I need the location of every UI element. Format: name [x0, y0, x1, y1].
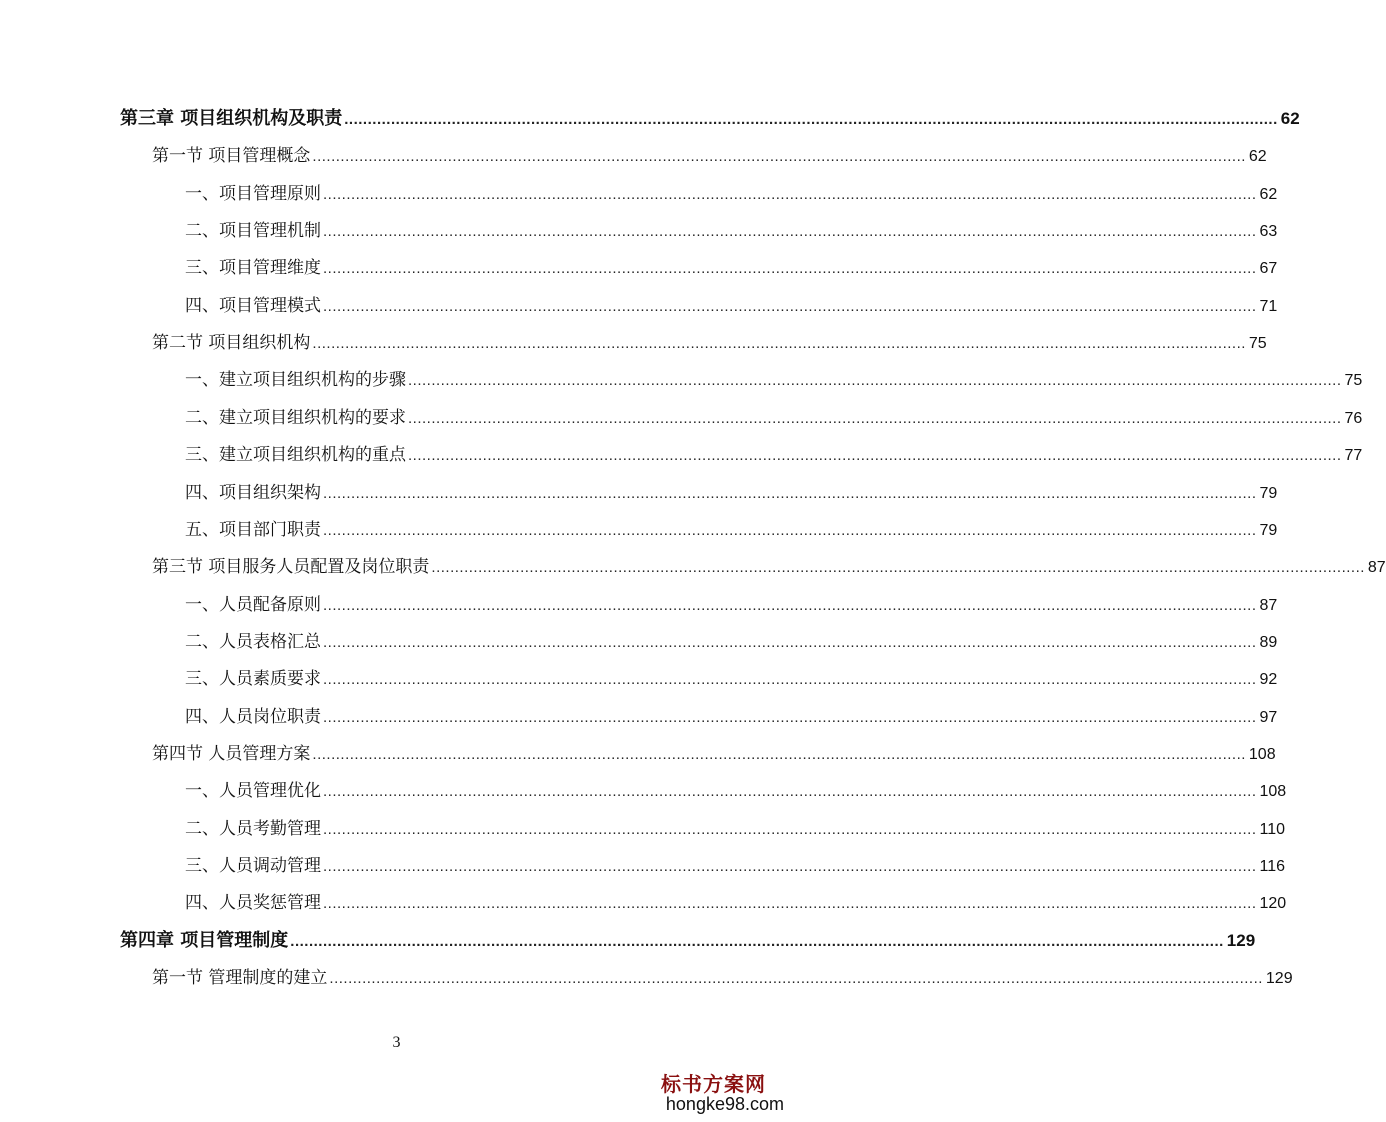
toc-entry-page: 75: [1344, 372, 1363, 389]
toc-entry-page: 71: [1259, 298, 1278, 315]
toc-entry-title: 四、项目组织架构: [185, 483, 321, 503]
toc-leader-dots: ........................................................................................................................................................................................................: [408, 447, 1342, 464]
toc-leader-dots: ........................................................................................................................................................................................................: [312, 746, 1246, 763]
toc-entry: [185, 780, 1287, 802]
toc-entry: [152, 967, 1293, 989]
toc-entry-page: 108: [1259, 783, 1287, 800]
toc-leader-dots: ........................................................................................................................................................................................................: [323, 597, 1257, 614]
toc-entry-page: 79: [1259, 522, 1278, 539]
toc-entry-title: 第四节 人员管理方案: [152, 744, 311, 764]
toc-entry-title: 二、人员考勤管理: [185, 819, 321, 839]
toc-entry-title: 五、项目部门职责: [185, 520, 321, 540]
toc-entry: [120, 108, 1300, 130]
toc-entry-page: 87: [1367, 559, 1386, 576]
toc-entry-page: 89: [1259, 634, 1278, 651]
toc-leader-dots: ........................................................................................................................................................................................................: [323, 709, 1257, 726]
toc-entry-page: 129: [1226, 931, 1256, 950]
watermark: [642, 1068, 790, 1118]
toc-entry-page: 97: [1259, 709, 1278, 726]
toc-leader-dots: ........................................................................................................................................................................................................: [431, 559, 1365, 576]
toc-entry: [152, 556, 1386, 578]
toc-entry: [185, 892, 1287, 914]
toc-leader-dots: ........................................................................................................................................................................................................: [323, 485, 1257, 502]
toc-entry: [185, 257, 1278, 279]
toc-leader-dots: ........................................................................................................................................................................................................: [323, 858, 1257, 875]
toc-leader-dots: ........................................................................................................................................................................................................: [323, 223, 1257, 240]
toc-entry: [120, 930, 1256, 952]
toc-entry-title: 一、人员管理优化: [185, 781, 321, 801]
toc-entry-title: 第一节 项目管理概念: [152, 146, 311, 166]
toc-entry-page: 110: [1259, 821, 1286, 838]
toc-entry: [185, 295, 1278, 317]
toc-entry-title: 一、人员配备原则: [185, 595, 321, 615]
toc-entry: [185, 706, 1278, 728]
toc-entry: [185, 818, 1286, 840]
toc-leader-dots: ........................................................................................................................................................................................................: [323, 895, 1257, 912]
watermark-url: hongke98.com: [665, 1094, 784, 1114]
toc-entry-title: 一、项目管理原则: [185, 184, 321, 204]
watermark-brand: 标书方案网: [661, 1072, 766, 1096]
toc-leader-dots: ........................................................................................................................................................................................................: [323, 298, 1257, 315]
toc-entry-title: 二、人员表格汇总: [185, 632, 321, 652]
toc-leader-dots: ........................................................................................................................................................................................................: [323, 671, 1257, 688]
toc-entry: [185, 519, 1278, 541]
toc-entry-page: 77: [1344, 447, 1363, 464]
toc-leader-dots: ........................................................................................................................................................................................................: [408, 410, 1342, 427]
toc-entry-title: 第三章 项目组织机构及职责: [120, 108, 343, 129]
toc-entry-title: 三、建立项目组织机构的重点: [185, 445, 406, 465]
toc-entry: [152, 743, 1276, 765]
toc-entry-page: 62: [1248, 148, 1267, 165]
toc-entry-title: 第一节 管理制度的建立: [152, 968, 328, 988]
toc-entry-title: 一、建立项目组织机构的步骤: [185, 370, 406, 390]
toc-entry-title: 第四章 项目管理制度: [120, 930, 289, 951]
toc-entry: [185, 668, 1278, 690]
toc-entry-title: 第二节 项目组织机构: [152, 333, 311, 353]
toc-leader-dots: ........................................................................................................................................................................................................: [312, 335, 1246, 352]
toc-entry-page: 92: [1259, 671, 1278, 688]
toc-leader-dots: ........................................................................................................................................................................................................: [323, 522, 1257, 539]
toc-leader-dots: ........................................................................................................................................................................................................: [323, 186, 1257, 203]
toc-entry-title: 四、人员岗位职责: [185, 707, 321, 727]
toc-entry: [185, 369, 1363, 391]
toc-entry: [185, 407, 1363, 429]
toc-entry-page: 87: [1259, 597, 1278, 614]
toc-entry: [185, 631, 1278, 653]
toc-entry-title: 二、建立项目组织机构的要求: [185, 408, 406, 428]
toc-entry: [185, 444, 1363, 466]
toc-entry-page: 63: [1259, 223, 1278, 240]
toc-leader-dots: ........................................................................................................................................................................................................: [329, 970, 1263, 987]
toc-entry-page: 120: [1259, 895, 1287, 912]
toc-entry-page: 129: [1265, 970, 1293, 987]
toc-entry: [152, 145, 1267, 167]
toc-entry-page: 62: [1259, 186, 1278, 203]
toc-entry-title: 三、人员调动管理: [185, 856, 321, 876]
toc-leader-dots: ........................................................................................................................................................................................................: [290, 933, 1224, 950]
toc-leader-dots: ........................................................................................................................................................................................................: [323, 634, 1257, 651]
toc-entry-page: 75: [1248, 335, 1267, 352]
toc-entry-page: 79: [1259, 485, 1278, 502]
toc-leader-dots: ........................................................................................................................................................................................................: [408, 372, 1342, 389]
toc-entry: [185, 482, 1278, 504]
toc-entry-page: 116: [1259, 858, 1286, 875]
toc-entry: [185, 594, 1278, 616]
toc-leader-dots: ........................................................................................................................................................................................................: [312, 148, 1246, 165]
toc-entry: [185, 855, 1286, 877]
toc-entry-page: 108: [1248, 746, 1276, 763]
toc-entry: [185, 220, 1278, 242]
toc-entry-page: 76: [1344, 410, 1363, 427]
toc-entry-title: 四、项目管理模式: [185, 296, 321, 316]
toc-entry-title: 三、项目管理维度: [185, 258, 321, 278]
toc-entry-title: 三、人员素质要求: [185, 669, 321, 689]
toc-entry: [152, 332, 1267, 354]
toc-leader-dots: ........................................................................................................................................................................................................: [323, 783, 1257, 800]
toc-entry-title: 第三节 项目服务人员配置及岗位职责: [152, 557, 430, 577]
toc-entry-page: 67: [1259, 260, 1278, 277]
toc-entry-title: 二、项目管理机制: [185, 221, 321, 241]
toc-entry-page: 62: [1280, 109, 1300, 128]
toc-entry-title: 四、人员奖惩管理: [185, 893, 321, 913]
toc-leader-dots: ........................................................................................................................................................................................................: [323, 260, 1257, 277]
page-number: 3: [392, 1034, 401, 1051]
toc-entry: [185, 183, 1278, 205]
toc-leader-dots: ........................................................................................................................................................................................................: [323, 821, 1257, 838]
toc-leader-dots: ........................................................................................................................................................................................................: [344, 111, 1278, 128]
